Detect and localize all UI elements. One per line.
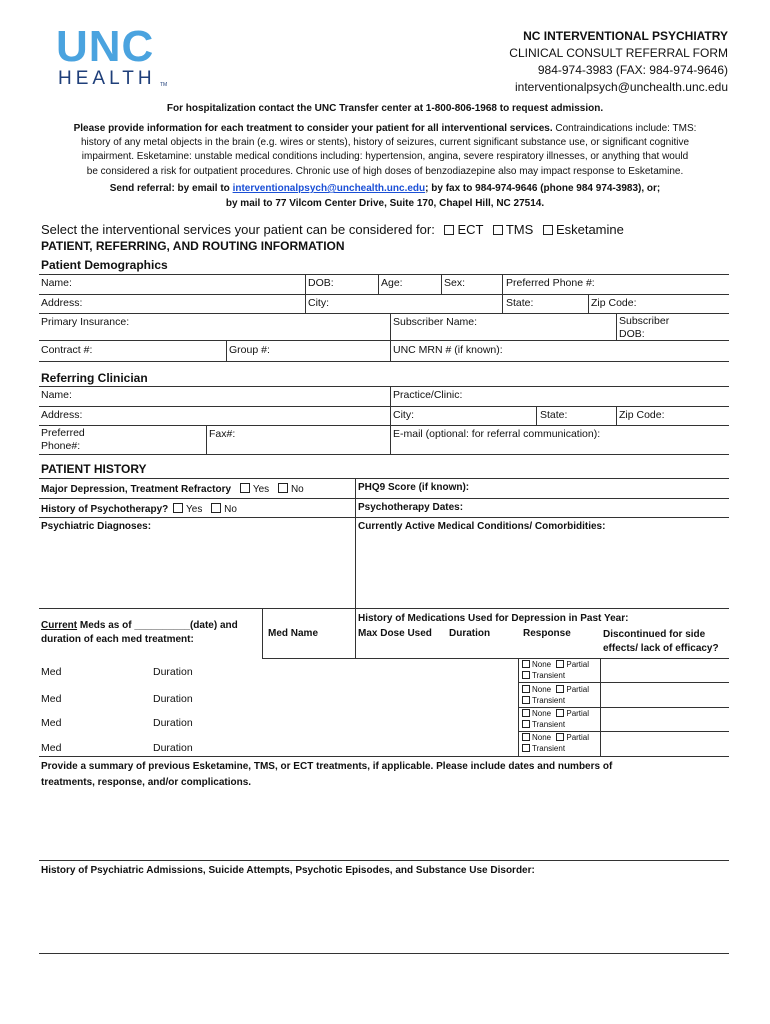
psychiatric-diagnoses-field[interactable]: Psychiatric Diagnoses: [41, 521, 152, 532]
referring-name-field[interactable]: Name: [41, 389, 72, 401]
group-field[interactable]: Group #: [229, 344, 270, 356]
patient-dob-field[interactable]: DOB: [308, 277, 334, 289]
primary-insurance-field[interactable]: Primary Insurance: [41, 316, 130, 328]
tms-checkbox[interactable] [493, 225, 503, 235]
referring-phone-line1: Preferred [41, 427, 85, 439]
discontinued-line2: effects/ lack of efficacy? [603, 643, 719, 654]
response-1-partial-label: Partial [566, 660, 590, 669]
psychotherapy-dates-field[interactable]: Psychotherapy Dates: [358, 502, 464, 513]
response-header: Response [523, 628, 571, 639]
response-1-transient-checkbox[interactable] [522, 671, 530, 679]
subscriber-dob-line1: Subscriber [619, 315, 670, 327]
patient-zip-field[interactable]: Zip Code: [591, 297, 637, 309]
current-underlined: Current [41, 620, 78, 631]
referring-state-field[interactable]: State: [540, 409, 568, 421]
major-depression-no-label: No [290, 484, 304, 495]
response-2-none-checkbox[interactable] [522, 685, 530, 693]
response-1-transient-label: Transient [532, 671, 566, 680]
intro-contraindications: Contraindications include: TMS: [555, 123, 697, 134]
phq9-field[interactable]: PHQ9 Score (if known): [358, 482, 470, 493]
med-row-2-duration[interactable]: Duration [153, 693, 193, 705]
response-2-partial-checkbox[interactable] [556, 685, 564, 693]
discontinued-line1: Discontinued for side [603, 629, 706, 640]
response-3-none-label: None [532, 709, 552, 718]
response-2-none-label: None [532, 685, 552, 694]
send-email-link[interactable]: interventionalpsych@unchealth.unc.edu [232, 183, 426, 194]
logo-tm: TM [160, 82, 168, 88]
referring-city-field[interactable]: City: [393, 409, 414, 421]
intro-provide-bold: Please provide information for each treatment to consider your patient for all interventional services. [73, 123, 553, 134]
treatment-summary-field[interactable] [41, 759, 612, 791]
major-depression-no-checkbox[interactable] [278, 483, 288, 493]
send-suffix: ; by fax to 984-974-9646 (phone 984 974-3983), or; [425, 183, 661, 194]
response-2-transient-label: Transient [532, 696, 566, 705]
patient-age-field[interactable]: Age: [381, 277, 403, 289]
major-depression-yes-label: Yes [252, 484, 270, 495]
referring-phone-field[interactable] [41, 427, 85, 453]
response-1-partial-checkbox[interactable] [556, 660, 564, 668]
response-4-transient-checkbox[interactable] [522, 744, 530, 752]
admissions-history-field[interactable]: History of Psychiatric Admissions, Suicide Attempts, Psychotic Episodes, and Substance Use Disorder: [41, 865, 535, 876]
referring-email-field[interactable]: E-mail (optional: for referral communication): [393, 428, 601, 440]
current-meds-line2: duration of each med treatment: [41, 634, 194, 645]
duration-header: Duration [449, 628, 491, 639]
psychotherapy-label: History of Psychotherapy? [41, 504, 169, 515]
header-email[interactable]: interventionalpsych@unchealth.unc.edu [515, 80, 728, 94]
psychotherapy-no-label: No [224, 504, 237, 515]
med-name-header: Med Name [268, 628, 319, 639]
intro-paragraph [20, 122, 750, 179]
intro-line2: history of any metal objects in the brain (e.g. wires or stents), history of seizures, current significant substance use, or significant cognitive [80, 137, 690, 149]
ect-label: ECT [457, 222, 484, 237]
patient-name-field[interactable]: Name: [41, 277, 72, 289]
subscriber-name-field[interactable]: Subscriber Name: [393, 316, 478, 328]
response-cell-4 [519, 732, 589, 754]
comorbidities-field[interactable]: Currently Active Medical Conditions/ Comorbidities: [358, 521, 606, 532]
logo-health-text: HEALTH [58, 68, 156, 89]
response-4-partial-checkbox[interactable] [556, 733, 564, 741]
section-patient-routing-title: PATIENT, REFERRING, AND ROUTING INFORMATION [41, 239, 345, 253]
referring-zip-field[interactable]: Zip Code: [619, 409, 665, 421]
phone-fax: 984-974-3983 (FAX: 984-974-9646) [537, 63, 728, 77]
unc-health-logo [56, 22, 176, 92]
med-row-1-duration[interactable]: Duration [153, 666, 193, 678]
logo-unc-text: UNC [56, 22, 155, 71]
response-4-none-label: None [532, 733, 552, 742]
med-row-1-med[interactable]: Med [41, 666, 62, 678]
send-referral [0, 182, 770, 211]
intro-line3: impairment. Esketamine: unstable medical conditions including: hypertension, angina, severe respiratory illnesses, or anything that would [81, 151, 689, 163]
psychotherapy-yes-label: Yes [186, 504, 203, 515]
response-4-none-checkbox[interactable] [522, 733, 530, 741]
esketamine-label: Esketamine [555, 222, 624, 237]
response-2-partial-label: Partial [566, 685, 590, 694]
referring-clinician-title: Referring Clinician [41, 371, 148, 385]
psychotherapy-yes-checkbox[interactable] [173, 503, 183, 513]
major-depression-row [41, 483, 304, 495]
response-3-none-checkbox[interactable] [522, 709, 530, 717]
psychotherapy-row [41, 503, 237, 515]
major-depression-label: Major Depression, Treatment Refractory [41, 484, 232, 495]
subscriber-dob-field[interactable] [619, 315, 669, 341]
major-depression-yes-checkbox[interactable] [240, 483, 250, 493]
tms-label: TMS [505, 222, 534, 237]
med-row-2-med[interactable]: Med [41, 693, 62, 705]
referring-phone-line2: Phone#: [41, 440, 81, 452]
patient-address-field[interactable]: Address: [41, 297, 83, 309]
response-4-transient-label: Transient [532, 744, 566, 753]
response-3-partial-checkbox[interactable] [556, 709, 564, 717]
summary-line2: treatments, response, and/or complications. [41, 777, 252, 788]
response-cell-2 [519, 684, 589, 706]
current-meds-header [41, 619, 238, 647]
summary-line1: Provide a summary of previous Esketamine, TMS, or ECT treatments, if applicable. Please include dates and numbers of [41, 761, 613, 772]
services-row [41, 222, 624, 237]
patient-demographics-title: Patient Demographics [41, 258, 168, 272]
patient-state-field[interactable]: State: [506, 297, 534, 309]
mrn-field[interactable]: UNC MRN # (if known): [393, 344, 503, 356]
intro-line4: be considered a risk for outpatient procedures. Chronic use of high doses of benzodiazepine also may impact response to Esketamine. [86, 165, 684, 177]
psychotherapy-no-checkbox[interactable] [211, 503, 221, 513]
send-prefix: Send referral: by email to [109, 183, 230, 194]
patient-phone-field[interactable]: Preferred Phone #: [506, 277, 595, 289]
med-row-4-duration[interactable]: Duration [153, 742, 193, 754]
form-title: CLINICAL CONSULT REFERRAL FORM [509, 46, 728, 60]
patient-history-title: PATIENT HISTORY [41, 462, 147, 476]
org-name: NC INTERVENTIONAL PSYCHIATRY [523, 29, 728, 43]
response-cell-1 [519, 659, 589, 681]
response-3-transient-checkbox[interactable] [522, 720, 530, 728]
med-row-3-duration[interactable]: Duration [153, 717, 193, 729]
past-meds-title: History of Medications Used for Depression in Past Year: [358, 613, 629, 624]
response-3-transient-label: Transient [532, 720, 566, 729]
patient-city-field[interactable]: City: [308, 297, 329, 309]
max-dose-header: Max Dose Used [358, 628, 432, 639]
referring-fax-field[interactable]: Fax#: [209, 428, 236, 440]
med-row-3-med[interactable]: Med [41, 717, 62, 729]
response-2-transient-checkbox[interactable] [522, 696, 530, 704]
response-1-none-checkbox[interactable] [522, 660, 530, 668]
contract-field[interactable]: Contract #: [41, 344, 93, 356]
discontinued-header [603, 628, 719, 656]
referring-address-field[interactable]: Address: [41, 409, 83, 421]
response-3-partial-label: Partial [566, 709, 590, 718]
med-row-4-med[interactable]: Med [41, 742, 62, 754]
patient-sex-field[interactable]: Sex: [444, 277, 466, 289]
current-meds-rest: Meds as of __________(date) and [79, 620, 238, 631]
send-mail: by mail to 77 Vilcom Center Drive, Suite 170, Chapel Hill, NC 27514. [225, 197, 545, 209]
esketamine-checkbox[interactable] [543, 225, 553, 235]
practice-field[interactable]: Practice/Clinic: [393, 389, 463, 401]
ect-checkbox[interactable] [444, 225, 454, 235]
services-prompt: Select the interventional services your patient can be considered for: [41, 222, 435, 237]
header-block [509, 28, 728, 96]
hospitalization-note: For hospitalization contact the UNC Transfer center at 1-800-806-1968 to request admission. [166, 103, 604, 114]
subscriber-dob-line2: DOB: [619, 328, 645, 340]
response-cell-3 [519, 708, 589, 730]
response-1-none-label: None [532, 660, 552, 669]
response-4-partial-label: Partial [566, 733, 590, 742]
